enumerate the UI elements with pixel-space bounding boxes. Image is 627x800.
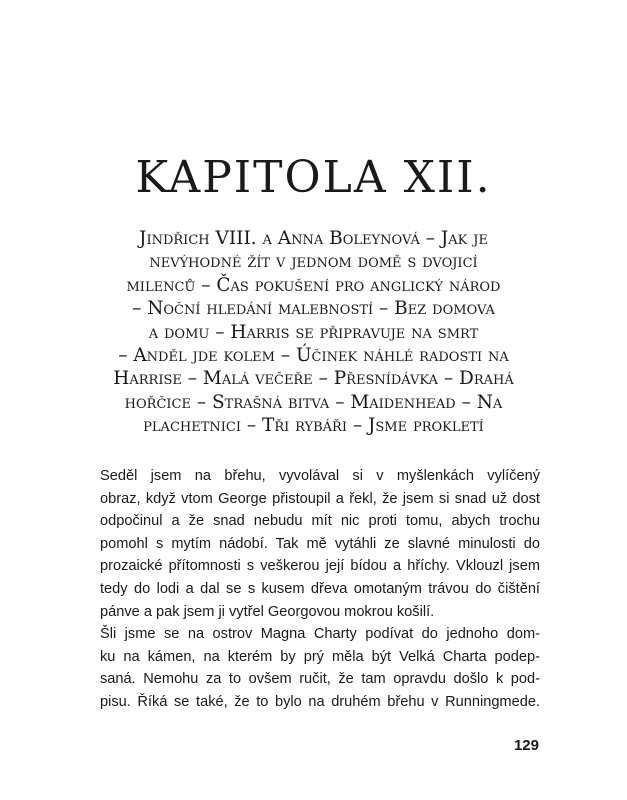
text-line: Šli jsme se na ostrov Magna Charty podívat do jednoho dom- bbox=[100, 626, 540, 643]
text-line: saná. Nemohu za to ovšem ručit, že tam opravdu došlo k pod- bbox=[100, 671, 540, 688]
synopsis-line: Harrise – Malá večeře – Přesnídávka – Drahá bbox=[113, 368, 514, 390]
paragraph bbox=[100, 465, 540, 623]
synopsis-line: nevýhodné žít v jednom domě s dvojicí bbox=[149, 251, 478, 273]
text-line: pomohl s mytím nádobí. Tak mě vytáhli ze slavné minulosti do bbox=[100, 535, 540, 552]
synopsis-line: hořčice – Strašná bitva – Maidenhead – Na bbox=[124, 391, 503, 413]
synopsis-line: plachetnici – Tři rybáři – Jsme prokletí bbox=[143, 415, 484, 437]
text-line: ku na kámen, na kterém by prý měla být Velká Charta podep- bbox=[100, 648, 540, 665]
synopsis-line: Jindřich VIII. a Anna Boleynová – Jak je bbox=[139, 228, 488, 249]
chapter-synopsis bbox=[100, 227, 527, 438]
synopsis-line: a domu – Harris se připravuje na smrt bbox=[148, 321, 479, 343]
text-line: odpočinul a že snad nebudu mít nic proti tomu, abych trochu bbox=[100, 513, 540, 530]
text-line: pánve a pak jsem ji vytřel Georgovou mokrou košilí. bbox=[100, 603, 435, 620]
text-line: pisu. Říká se také, že to bylo na druhém břehu v Runningmede. bbox=[100, 693, 540, 710]
text-line: Seděl jsem na břehu, vyvolával si v myšlenkách vylíčený bbox=[100, 468, 540, 484]
page-number: 129 bbox=[513, 737, 539, 754]
text-line: tedy do lodi a dal se s kusem dřeva omotaným trávou do čištění bbox=[100, 580, 540, 597]
text-line: obraz, když vtom George přistoupil a řekl, že jsem si snad už dost bbox=[100, 490, 540, 507]
paragraph bbox=[100, 623, 540, 713]
synopsis-line: milenců – Čas pokušení pro anglický národ bbox=[126, 274, 501, 296]
synopsis-line: – Anděl jde kolem – Účinek náhlé radosti na bbox=[118, 345, 509, 367]
synopsis-line: – Noční hledání malebností – Bez domova bbox=[132, 298, 495, 320]
text-line: prozaické přítomnosti s veškerou její bídou a hříchy. Vklouzl jsem bbox=[100, 558, 540, 575]
chapter-title: KAPITOLA XII. bbox=[135, 152, 492, 203]
body-text bbox=[100, 465, 540, 714]
